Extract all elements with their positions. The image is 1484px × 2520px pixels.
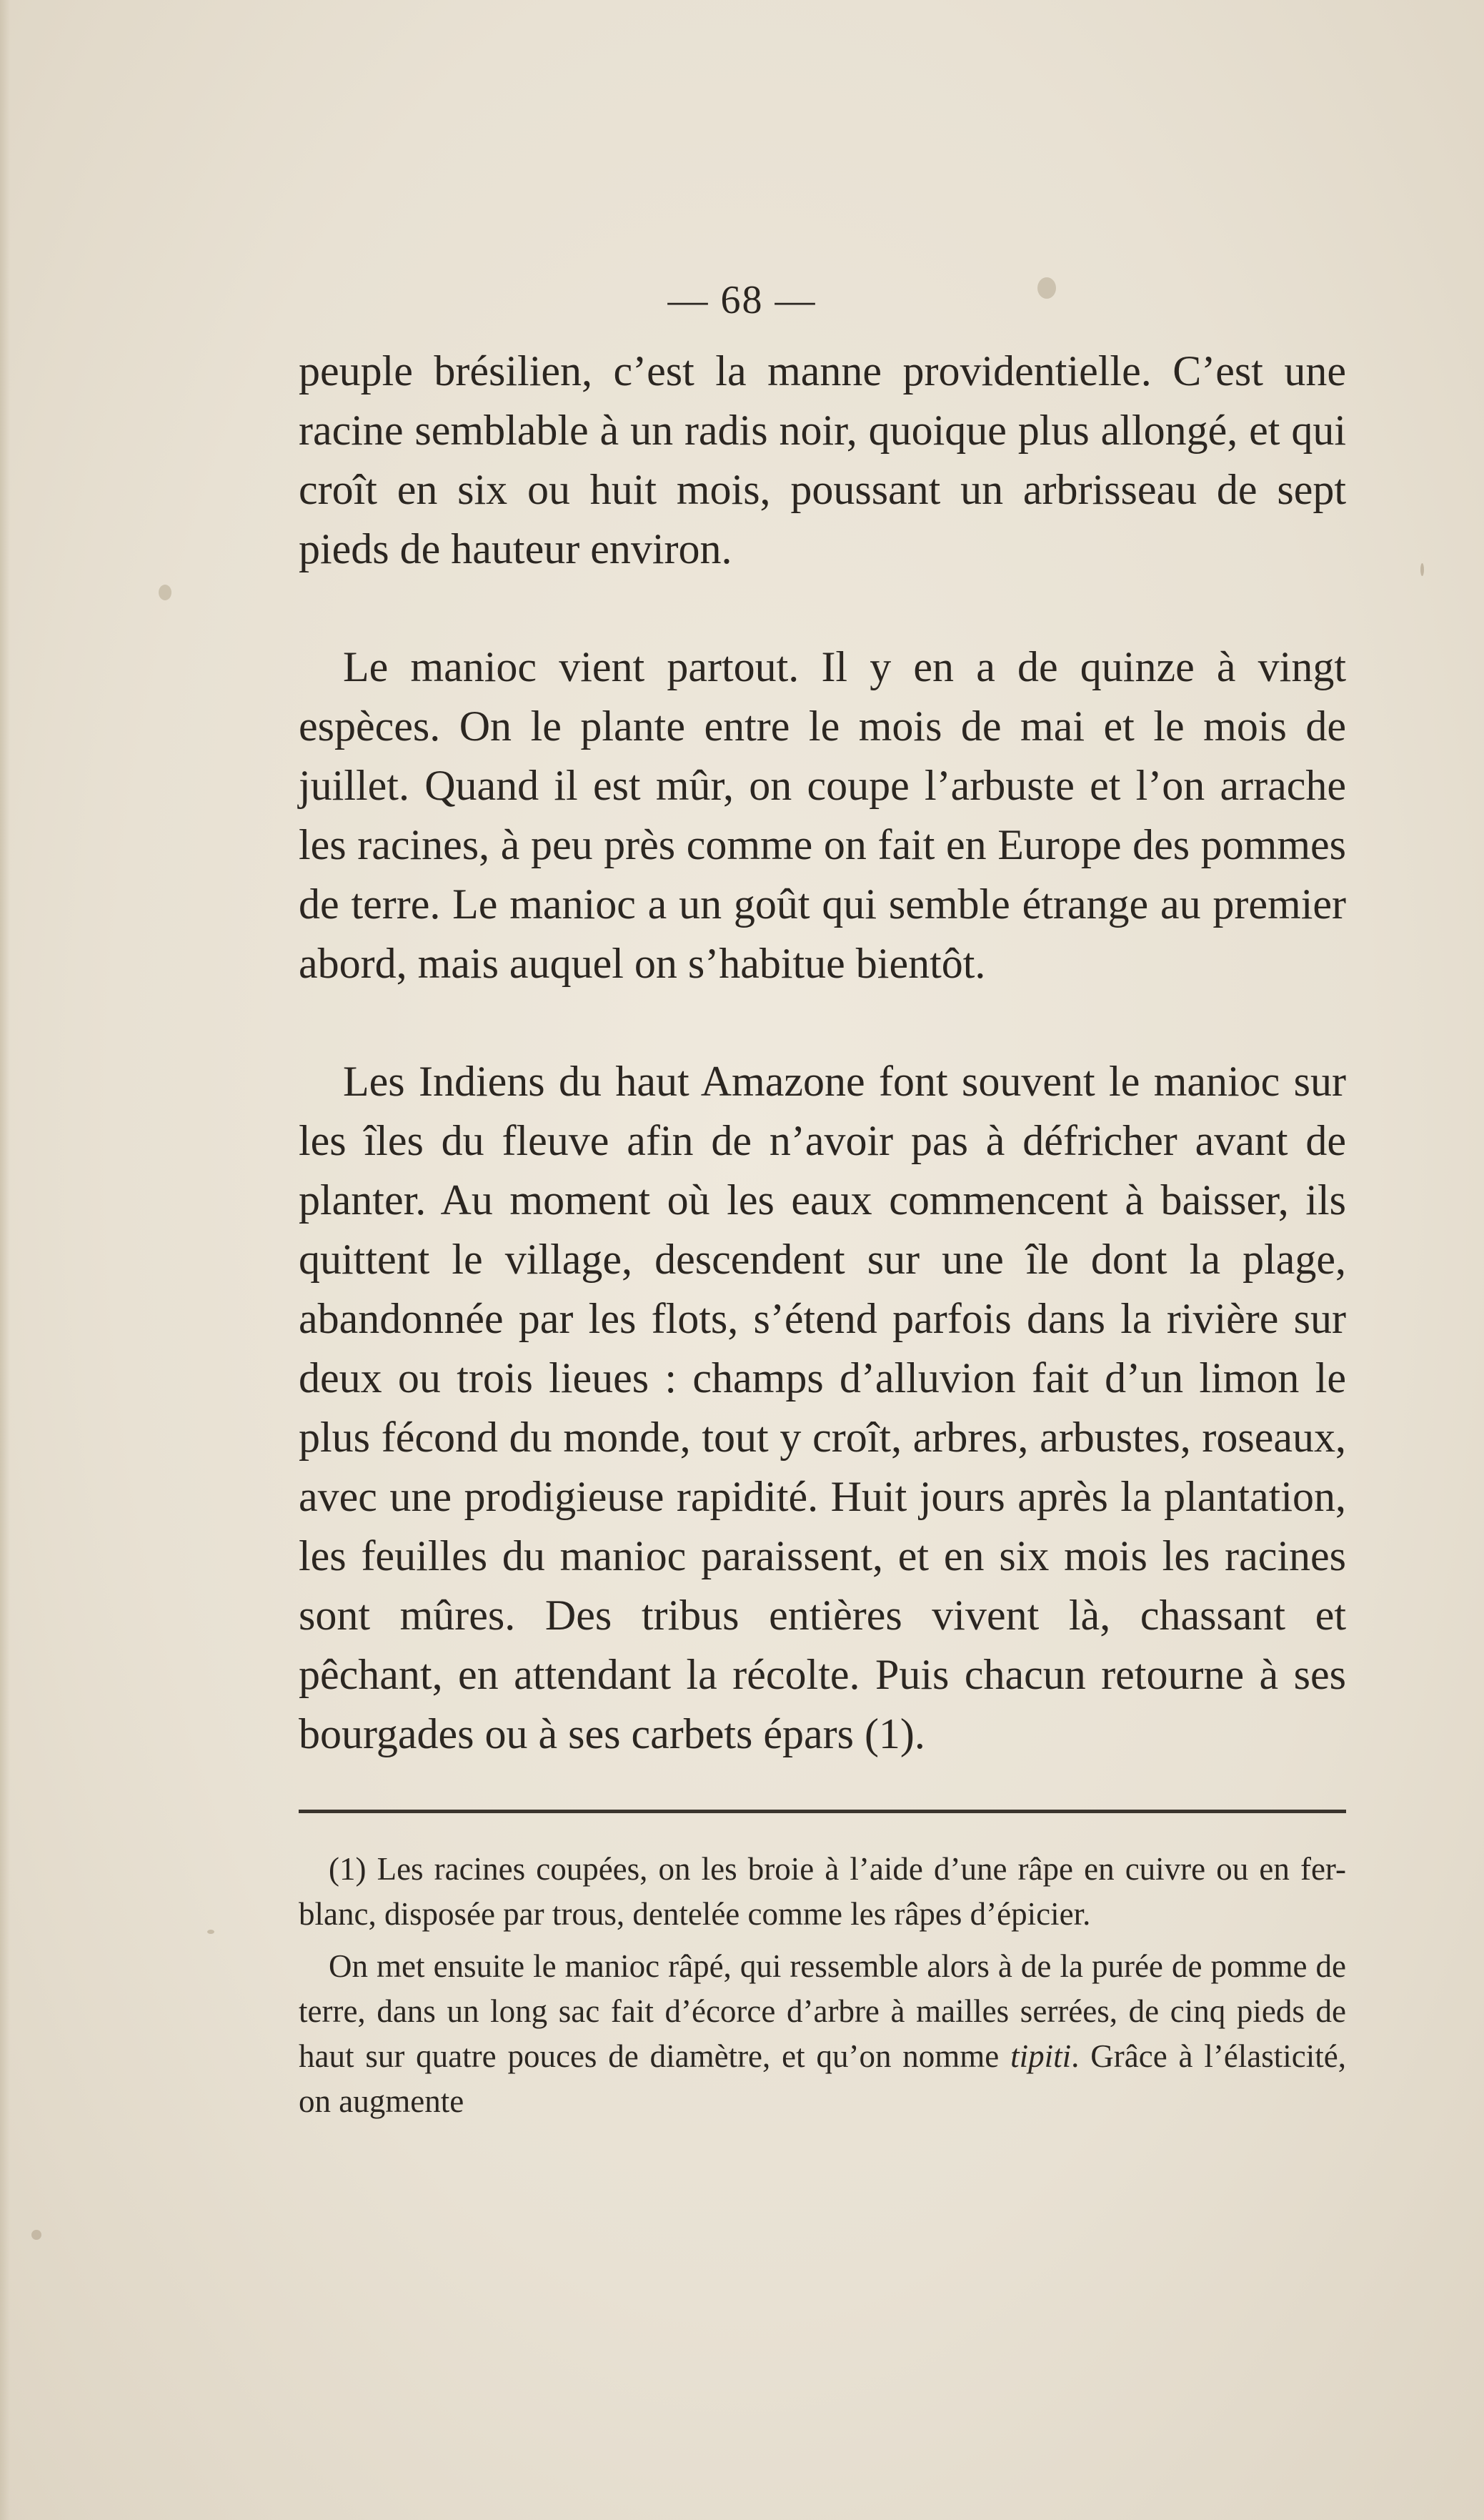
body-text xyxy=(299,342,1346,1764)
paper-speck xyxy=(31,2230,41,2240)
footnote: (1) Les racines coupées, on les broie à l’aide d’une râpe en cuivre ou en fer-blanc, disposée par trous, dentelée comme les râpes d’épicier. xyxy=(299,1851,1346,1932)
page-number: — 68 — xyxy=(667,278,817,322)
paragraph: Les Indiens du haut Amazone font souvent le manioc sur les îles du fleuve afin de n’avoir pas à défricher avant de planter. Au moment où les eaux commencent à baisser, ils quittent le village, descendent sur une île dont la plage, abandonnée par les flots, s’étend parfois dans la rivière sur deux ou trois lieues : champs d’alluvion fait d’un limon le plus fécond du monde, tout y croît, arbres, arbustes, roseaux, avec une prodigieuse rapidité. Huit jours après la plantation, les feuilles du manioc paraissent, et en six mois les racines sont mûres. Des tribus entières vivent là, chassant et pêchant, en attendant la récolte. Puis chacun retourne à ses bourgades ou à ses carbets épars (1). xyxy=(299,1058,1346,1757)
footnote-divider xyxy=(299,1810,1346,1813)
page-edge-shadow xyxy=(0,0,10,2520)
paragraph: peuple brésilien, c’est la manne providentielle. C’est une racine semblable à un radis noir, quoique plus allongé, et qui croît en six ou huit mois, poussant un arbrisseau de sept pieds de hauteur environ. xyxy=(299,347,1346,572)
paper-speck xyxy=(1420,563,1424,576)
footnote-term: tipiti xyxy=(1010,2038,1072,2074)
paragraph: Le manioc vient partout. Il y en a de quinze à vingt espèces. On le plante entre le mois de mai et le mois de juillet. Quand il est mûr, on coupe l’arbuste et l’on arrache les racines, à peu près comme on fait en Europe des pommes de terre. Le manioc a un goût qui semble étrange au premier abord, mais auquel on s’habitue bientôt. xyxy=(299,643,1346,987)
footnotes xyxy=(299,1847,1346,2124)
paper-speck xyxy=(207,1930,214,1934)
paper-stain xyxy=(159,585,171,600)
footnote-text: . Grâce à l’élasticité, on augmente xyxy=(299,2038,1346,2119)
footnote xyxy=(299,1944,1346,2124)
footnote-text: On met ensuite le manioc râpé, qui ressemble alors à de la purée de pomme de terre, dans un long sac fait d’écorce d’arbre à mailles serrées, de cinq pieds de haut sur quatre pouces de diamètre, et qu’on nomme xyxy=(299,1948,1346,2074)
